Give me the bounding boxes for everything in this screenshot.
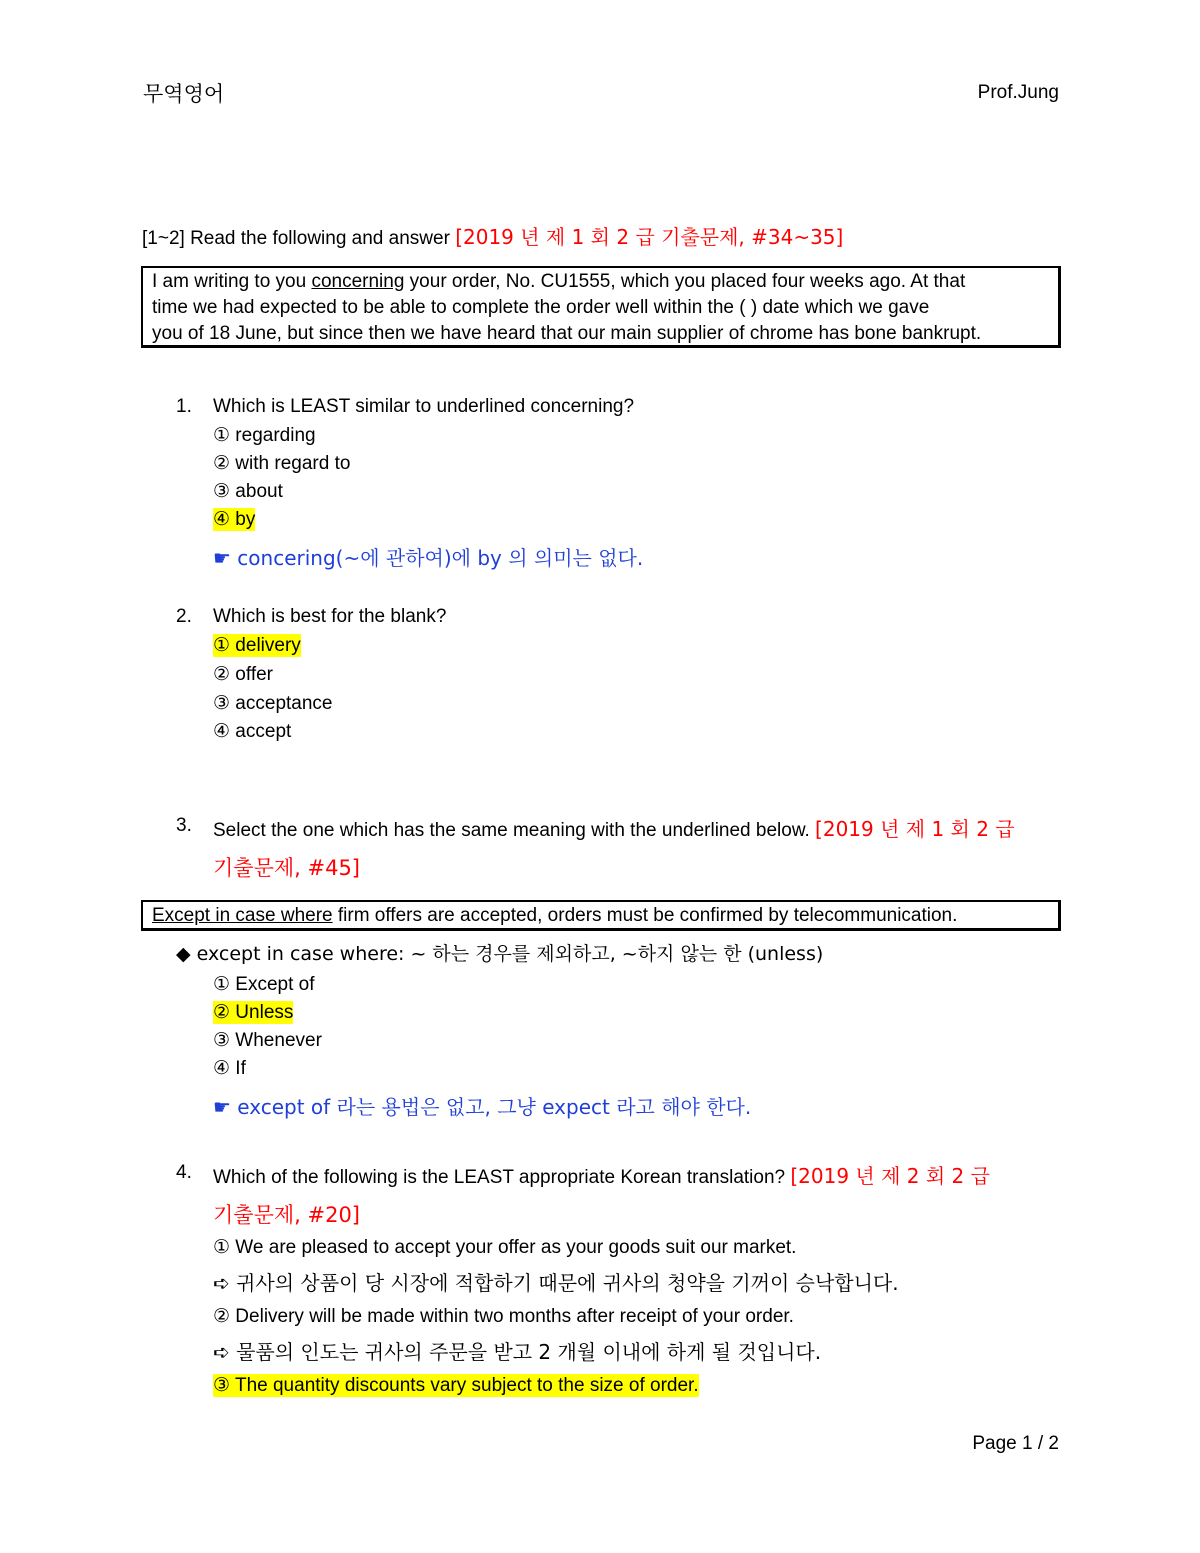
answer-option: ① delivery <box>213 635 301 656</box>
underlined-phrase: Except in case where <box>152 905 333 926</box>
option: ③ about <box>213 481 283 502</box>
translation: ➪ 귀사의 상품이 당 시장에 적합하기 때문에 귀사의 청약을 기꺼이 승낙합니다. <box>213 1271 899 1295</box>
option: ① We are pleased to accept your offer as your goods suit our market. <box>213 1237 797 1258</box>
bullet-note: ◆ except in case where: ~ 하는 경우를 제외하고, ~하지 않는 한 (unless) <box>176 943 824 965</box>
option: ③ Whenever <box>213 1030 322 1051</box>
question-source-cont: 기출문제, #45] <box>213 856 361 880</box>
answer-option: ③ The quantity discounts vary subject to the size of order. <box>213 1375 699 1396</box>
explanation-note: ☛ except of 라는 용법은 없고, 그냥 expect 라고 해야 한다. <box>213 1095 752 1119</box>
answer-option: ② Unless <box>213 1002 294 1023</box>
section-heading-text: [1~2] Read the following and answer <box>142 228 456 249</box>
question-text-body: Select the one which has the same meaning with the underlined below. <box>213 820 816 841</box>
page-number: Page 1 / 2 <box>972 1433 1059 1454</box>
option: ② offer <box>213 664 273 685</box>
option: ② Delivery will be made within two months after receipt of your order. <box>213 1306 794 1327</box>
question-source: [2019 년 제 1 회 2 급 <box>815 817 1015 841</box>
header-course-title: 무역영어 <box>143 82 225 106</box>
question-text: Which is best for the blank? <box>213 606 447 627</box>
passage-rest: firm offers are accepted, orders must be confirmed by telecommunication. <box>332 905 958 926</box>
option: ① regarding <box>213 425 316 446</box>
passage-line-2: time we had expected to be able to complete the order well within the ( ) date which we gave <box>152 297 930 318</box>
option: ① Except of <box>213 974 315 995</box>
question-number: 3. <box>176 815 192 836</box>
question-text: Which is LEAST similar to underlined concerning? <box>213 396 635 417</box>
answer-option: ④ by <box>213 509 256 530</box>
underlined-concerning: concerning <box>311 271 405 292</box>
option: ④ accept <box>213 721 292 742</box>
section-heading <box>142 221 843 250</box>
section-heading-source: [2019 년 제 1 회 2 급 기출문제, #34~35] <box>455 225 844 249</box>
option: ③ acceptance <box>213 693 333 714</box>
question-number: 4. <box>176 1162 192 1183</box>
passage-line-1 <box>152 271 965 293</box>
header-professor: Prof.Jung <box>977 82 1059 103</box>
question-number: 1. <box>176 396 192 417</box>
question-text <box>213 1160 990 1189</box>
option: ④ If <box>213 1058 246 1079</box>
option: ② with regard to <box>213 453 351 474</box>
explanation-note: ☛ concering(~에 관하여)에 by 의 의미는 없다. <box>213 546 644 570</box>
question-source-cont: 기출문제, #20] <box>213 1203 361 1227</box>
translation: ➪ 물품의 인도는 귀사의 주문을 받고 2 개월 이내에 하게 될 것입니다. <box>213 1340 822 1364</box>
question-number: 2. <box>176 606 192 627</box>
question-text-body: Which of the following is the LEAST appropriate Korean translation? <box>213 1167 791 1188</box>
passage-line-3: you of 18 June, but since then we have heard that our main supplier of chrome has bone bankrupt. <box>152 323 982 344</box>
question-text <box>213 813 1015 842</box>
passage-line <box>152 905 957 927</box>
passage-line-1-pre: I am writing to you <box>152 271 312 292</box>
passage-line-1-post: your order, No. CU1555, which you placed four weeks ago. At that <box>404 271 966 292</box>
question-source: [2019 년 제 2 회 2 급 <box>790 1164 990 1188</box>
